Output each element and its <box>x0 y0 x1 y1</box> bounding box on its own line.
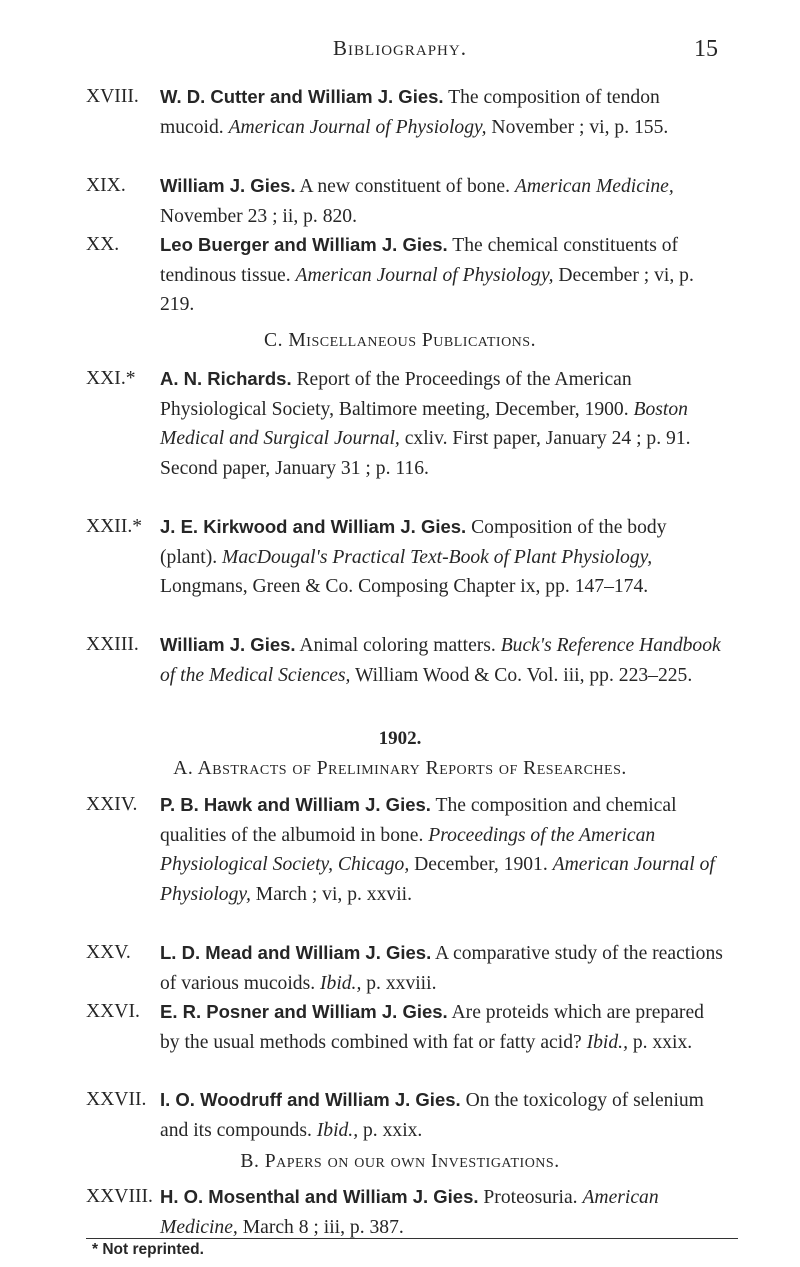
entry-title: The composition and chemical qualities of the albumoid in bone. <box>160 795 677 846</box>
entry-text <box>160 364 726 483</box>
entry-text <box>160 82 726 142</box>
entry-authors: L. D. Mead and William J. Gies. <box>160 942 432 963</box>
entry-authors: H. O. Mosenthal and William J. Gies. <box>160 1186 479 1207</box>
entry-title: The composition of tendon mucoid. <box>160 87 660 138</box>
entry-text <box>160 790 726 909</box>
entry-authors: William J. Gies. <box>160 175 296 196</box>
entry-citation: p. xxix. <box>627 1031 693 1053</box>
entry-authors: A. N. Richards. <box>160 368 292 389</box>
bibliography-entry <box>86 171 726 231</box>
entry-authors: I. O. Woodruff and William J. Gies. <box>160 1089 461 1110</box>
entry-citation: December, 1901. <box>409 854 553 875</box>
bibliography-entry <box>86 1182 726 1242</box>
entry-title: A comparative study of the reactions of various mucoids. <box>160 943 723 994</box>
entry-citation: Longmans, Green & Co. Composing Chapter ix, pp. 147–174. <box>160 576 649 597</box>
bibliography-entry <box>86 1085 726 1145</box>
entry-text <box>160 512 726 602</box>
entry-citation: December ; vi, p. 219. <box>160 264 694 315</box>
entry-journal: Ibid., <box>316 1119 359 1141</box>
entry-text <box>160 171 726 231</box>
entry-journal-2: American Journal of Physiology, <box>160 854 715 905</box>
entry-journal: American Journal of Physiology, <box>295 264 554 286</box>
entry-journal: Buck's Reference Handbook of the Medical Sciences, <box>160 635 721 686</box>
bibliography-entry <box>86 938 726 998</box>
entry-citation: November ; vi, p. 155. <box>486 116 669 138</box>
entry-authors: W. D. Cutter and William J. Gies. <box>160 86 444 107</box>
entry-journal: Boston Medical and Surgical Journal, <box>160 398 688 449</box>
footnote: * Not reprinted. <box>92 1241 204 1258</box>
entry-authors: Leo Buerger and William J. Gies. <box>160 234 448 255</box>
entry-number: XXIV. <box>86 794 138 815</box>
entry-journal: MacDougal's Practical Text-Book of Plant Physiology, <box>222 546 653 568</box>
entry-text <box>160 230 726 320</box>
entry-citation: p. xxix. <box>358 1119 423 1141</box>
entry-text <box>160 630 726 690</box>
entry-title: Are proteids which are prepared by the usual methods combined with fat or fatty acid? <box>160 1002 704 1053</box>
entry-number: XXV. <box>86 942 131 963</box>
entry-number: XVIII. <box>86 86 139 107</box>
entry-journal: American Journal of Physiology, <box>228 116 487 138</box>
entry-number: XXVII. <box>86 1089 147 1110</box>
entry-text <box>160 1085 726 1145</box>
year-heading: 1902. <box>378 728 422 749</box>
entry-citation-2: March ; vi, p. xxvii. <box>250 883 412 905</box>
section-heading: B. Papers on our own Investigations. <box>240 1151 560 1172</box>
entry-journal: American Medicine, <box>514 176 674 197</box>
entry-citation: p. xxviii. <box>361 972 437 994</box>
entry-authors: E. R. Posner and William J. Gies. <box>160 1001 448 1022</box>
entry-title: Proteosuria. <box>478 1187 583 1208</box>
footnote-divider <box>86 1238 738 1239</box>
entry-number: XXI.* <box>86 368 136 389</box>
entry-journal: Proceedings of the American Physiological Society, Chicago, <box>160 824 656 875</box>
entry-journal: Ibid., <box>586 1031 628 1053</box>
entry-number: XIX. <box>86 175 126 196</box>
entry-title: On the toxicology of selenium and its compounds. <box>160 1090 704 1141</box>
entry-journal: Ibid., <box>320 972 362 994</box>
bibliography-entry <box>86 997 726 1057</box>
entry-authors: J. E. Kirkwood and William J. Gies. <box>160 516 467 537</box>
entry-number: XX. <box>86 234 120 255</box>
entry-text <box>160 1182 726 1242</box>
entry-citation: cxliv. First paper, January 24 ; p. 91. Second paper, January 31 ; p. 116. <box>160 428 691 479</box>
entry-title: Composition of the body (plant). <box>160 517 667 568</box>
entry-text <box>160 997 726 1057</box>
bibliography-entry <box>86 82 726 142</box>
bibliography-entry <box>86 230 726 320</box>
bibliography-entry <box>86 630 726 690</box>
entry-title: Report of the Proceedings of the American Physiological Society, Baltimore meeting, December, 1900. <box>160 369 634 420</box>
entry-citation: November 23 ; ii, p. 820. <box>160 205 357 227</box>
entry-text <box>160 938 726 998</box>
entry-citation: William Wood & Co. Vol. iii, pp. 223–225. <box>350 664 693 686</box>
entry-title: The chemical constituents of tendinous tissue. <box>160 235 679 286</box>
entry-authors: P. B. Hawk and William J. Gies. <box>160 794 431 815</box>
running-head <box>0 36 800 70</box>
entry-citation: March 8 ; iii, p. 387. <box>237 1216 404 1238</box>
page-number: 15 <box>694 36 718 62</box>
entry-number: XXIII. <box>86 634 139 655</box>
entry-authors: William J. Gies. <box>160 634 296 655</box>
entry-number: XXII.* <box>86 516 143 537</box>
entry-number: XXVI. <box>86 1001 140 1022</box>
entry-title: A new constituent of bone. <box>295 176 515 197</box>
bibliography-entry <box>86 512 726 602</box>
entry-title: Animal coloring matters. <box>295 635 501 656</box>
bibliography-entry <box>86 790 726 909</box>
section-heading: A. Abstracts of Preliminary Reports of Researches. <box>173 758 627 779</box>
section-heading: C. Miscellaneous Publications. <box>264 330 536 351</box>
bibliography-entry <box>86 364 726 483</box>
entry-number: XXVIII. <box>86 1186 153 1207</box>
running-title: Bibliography. <box>333 36 467 60</box>
entry-journal: American Medicine, <box>160 1187 659 1238</box>
